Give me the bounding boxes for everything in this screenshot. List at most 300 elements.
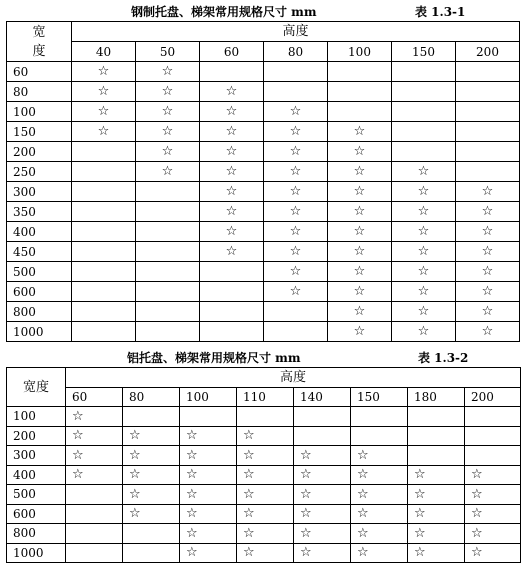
width-value-250: 250 [7,162,72,182]
size-cell [392,142,456,162]
table-row [7,465,521,485]
size-cell [237,465,294,485]
height-header: 高度 [66,368,521,388]
size-cell [328,322,392,342]
width-value-1000: 1000 [7,543,66,563]
size-cell [392,162,456,182]
size-cell [465,446,521,466]
width-value-450: 450 [7,242,72,262]
table-row [7,282,520,302]
star-mark-icon: ☆ [289,184,302,199]
size-cell [392,222,456,242]
size-cell [200,242,264,262]
star-mark-icon: ☆ [417,224,430,239]
size-cell [456,242,520,262]
star-mark-icon: ☆ [72,408,84,424]
size-cell [294,465,351,485]
table-row [7,222,520,242]
table-row [7,182,520,202]
height-value-100: 100 [328,42,392,62]
size-cell [180,524,237,544]
width-value-100: 100 [7,407,66,427]
size-cell [465,407,521,427]
size-cell [264,262,328,282]
star-mark-icon: ☆ [97,64,110,79]
star-mark-icon: ☆ [414,545,426,561]
star-mark-icon: ☆ [243,525,255,541]
star-mark-icon: ☆ [357,545,369,561]
size-cell [456,122,520,142]
size-cell [66,426,123,446]
size-cell [392,302,456,322]
height-values-row [7,387,521,407]
star-mark-icon: ☆ [417,324,430,339]
size-cell [264,102,328,122]
star-mark-icon: ☆ [414,506,426,522]
size-cell [123,543,180,563]
size-cell [264,122,328,142]
star-mark-icon: ☆ [357,486,369,502]
size-cell [328,302,392,322]
size-cell [66,485,123,505]
size-cell [294,524,351,544]
star-mark-icon: ☆ [225,144,238,159]
star-mark-icon: ☆ [225,184,238,199]
table-row [7,122,520,142]
size-cell [456,82,520,102]
size-cell [351,465,408,485]
star-mark-icon: ☆ [161,104,174,119]
star-mark-icon: ☆ [357,447,369,463]
size-cell [351,485,408,505]
size-cell [465,426,521,446]
table-row [7,242,520,262]
width-value-200: 200 [7,426,66,446]
star-mark-icon: ☆ [417,164,430,179]
width-value-1000: 1000 [7,322,72,342]
size-cell [264,202,328,222]
width-header: 宽度 [7,368,66,407]
size-cell [136,262,200,282]
size-cell [456,262,520,282]
star-mark-icon: ☆ [289,124,302,139]
star-mark-icon: ☆ [225,224,238,239]
star-mark-icon: ☆ [481,304,494,319]
star-mark-icon: ☆ [471,486,483,502]
size-cell [294,426,351,446]
width-value-300: 300 [7,182,72,202]
width-value-500: 500 [7,262,72,282]
size-cell [264,182,328,202]
size-cell [408,446,465,466]
size-cell [72,122,136,142]
star-mark-icon: ☆ [289,144,302,159]
size-cell [136,202,200,222]
star-mark-icon: ☆ [186,525,198,541]
size-cell [264,82,328,102]
size-cell [351,446,408,466]
size-cell [456,102,520,122]
size-cell [123,465,180,485]
width-value-80: 80 [7,82,72,102]
star-mark-icon: ☆ [471,545,483,561]
size-cell [264,242,328,262]
table-row [7,504,521,524]
size-cell [392,202,456,222]
star-mark-icon: ☆ [300,467,312,483]
size-cell [136,142,200,162]
size-cell [465,543,521,563]
size-cell [72,162,136,182]
width-value-150: 150 [7,122,72,142]
star-mark-icon: ☆ [481,224,494,239]
table-row [7,162,520,182]
size-cell [392,62,456,82]
size-cell [200,222,264,242]
size-cell [465,485,521,505]
star-mark-icon: ☆ [186,486,198,502]
size-cell [328,102,392,122]
size-cell [456,222,520,242]
star-mark-icon: ☆ [353,184,366,199]
size-cell [72,302,136,322]
table-row [7,407,521,427]
size-cell [392,242,456,262]
size-cell [328,62,392,82]
star-mark-icon: ☆ [353,244,366,259]
size-cell [200,202,264,222]
size-cell [264,322,328,342]
star-mark-icon: ☆ [357,467,369,483]
size-cell [66,504,123,524]
star-mark-icon: ☆ [243,428,255,444]
size-cell [328,222,392,242]
size-cell [200,302,264,322]
star-mark-icon: ☆ [161,144,174,159]
table-row [7,543,521,563]
size-cell [328,282,392,302]
star-mark-icon: ☆ [353,204,366,219]
width-value-600: 600 [7,282,72,302]
star-mark-icon: ☆ [129,506,141,522]
size-cell [392,102,456,122]
size-cell [200,142,264,162]
star-mark-icon: ☆ [481,244,494,259]
star-mark-icon: ☆ [353,224,366,239]
size-cell [456,282,520,302]
star-mark-icon: ☆ [129,467,141,483]
star-mark-icon: ☆ [417,304,430,319]
size-cell [294,407,351,427]
star-mark-icon: ☆ [353,324,366,339]
size-cell [66,524,123,544]
size-cell [72,202,136,222]
star-mark-icon: ☆ [129,447,141,463]
star-mark-icon: ☆ [225,204,238,219]
size-cell [237,524,294,544]
star-mark-icon: ☆ [289,244,302,259]
header-row [7,368,521,388]
size-cell [465,524,521,544]
size-cell [180,543,237,563]
height-value-200: 200 [456,42,520,62]
size-cell [328,122,392,142]
star-mark-icon: ☆ [481,204,494,219]
table-row [7,322,520,342]
size-cell [408,407,465,427]
size-cell [200,282,264,302]
width-value-60: 60 [7,62,72,82]
star-mark-icon: ☆ [225,124,238,139]
height-values-row [7,42,520,62]
star-mark-icon: ☆ [353,144,366,159]
star-mark-icon: ☆ [353,284,366,299]
size-cell [264,162,328,182]
width-value-500: 500 [7,485,66,505]
size-cell [123,485,180,505]
size-cell [72,322,136,342]
star-mark-icon: ☆ [481,324,494,339]
size-cell [66,446,123,466]
star-mark-icon: ☆ [243,486,255,502]
size-cell [408,524,465,544]
star-mark-icon: ☆ [186,467,198,483]
size-cell [136,282,200,302]
size-cell [392,182,456,202]
table-row [7,82,520,102]
size-cell [123,504,180,524]
width-value-400: 400 [7,465,66,485]
height-value-150: 150 [351,387,408,407]
star-mark-icon: ☆ [72,467,84,483]
size-cell [328,162,392,182]
star-mark-icon: ☆ [97,124,110,139]
steel-tray-size-table [6,21,520,342]
height-value-60: 60 [200,42,264,62]
height-value-80: 80 [264,42,328,62]
star-mark-icon: ☆ [243,447,255,463]
size-cell [136,62,200,82]
size-cell [136,242,200,262]
size-cell [465,465,521,485]
width-header [7,22,72,62]
star-mark-icon: ☆ [481,264,494,279]
star-mark-icon: ☆ [300,486,312,502]
width-header-line: 度 [32,43,46,59]
aluminum-tray-size-table [6,367,521,563]
size-cell [72,182,136,202]
size-cell [351,407,408,427]
size-cell [72,102,136,122]
size-cell [237,446,294,466]
size-cell [72,282,136,302]
width-header-line: 宽 [32,24,46,40]
size-cell [456,182,520,202]
table-row [7,485,521,505]
size-cell [328,202,392,222]
size-cell [72,142,136,162]
size-cell [180,465,237,485]
size-cell [136,302,200,322]
size-cell [72,262,136,282]
table1-number: 表 1.3-1 [415,5,466,19]
size-cell [392,122,456,142]
width-value-100: 100 [7,102,72,122]
star-mark-icon: ☆ [225,164,238,179]
size-cell [408,465,465,485]
height-value-60: 60 [66,387,123,407]
size-cell [264,302,328,322]
size-cell [456,322,520,342]
star-mark-icon: ☆ [186,506,198,522]
table-row [7,142,520,162]
size-cell [200,182,264,202]
star-mark-icon: ☆ [97,84,110,99]
size-cell [123,426,180,446]
size-cell [237,407,294,427]
size-cell [392,282,456,302]
size-cell [237,504,294,524]
star-mark-icon: ☆ [353,264,366,279]
star-mark-icon: ☆ [300,447,312,463]
star-mark-icon: ☆ [353,124,366,139]
star-mark-icon: ☆ [417,284,430,299]
star-mark-icon: ☆ [161,64,174,79]
star-mark-icon: ☆ [129,486,141,502]
table-row [7,302,520,322]
height-header: 高度 [72,22,520,42]
size-cell [408,504,465,524]
size-cell [328,142,392,162]
size-cell [180,407,237,427]
size-cell [408,543,465,563]
table-row [7,524,521,544]
size-cell [264,142,328,162]
star-mark-icon: ☆ [289,284,302,299]
size-cell [180,426,237,446]
star-mark-icon: ☆ [353,164,366,179]
size-cell [72,62,136,82]
table2-number: 表 1.3-2 [418,351,469,365]
size-cell [200,102,264,122]
height-value-50: 50 [136,42,200,62]
star-mark-icon: ☆ [161,84,174,99]
height-value-200: 200 [465,387,521,407]
star-mark-icon: ☆ [161,124,174,139]
size-cell [328,182,392,202]
size-cell [136,162,200,182]
size-cell [294,543,351,563]
star-mark-icon: ☆ [289,204,302,219]
size-cell [328,242,392,262]
size-cell [294,485,351,505]
size-cell [456,62,520,82]
star-mark-icon: ☆ [186,545,198,561]
size-cell [294,446,351,466]
size-cell [351,504,408,524]
size-cell [136,102,200,122]
size-cell [72,222,136,242]
size-cell [392,322,456,342]
size-cell [456,202,520,222]
size-cell [294,504,351,524]
star-mark-icon: ☆ [97,104,110,119]
size-cell [456,162,520,182]
size-cell [66,407,123,427]
table-row [7,262,520,282]
size-cell [408,485,465,505]
star-mark-icon: ☆ [289,224,302,239]
star-mark-icon: ☆ [471,467,483,483]
size-cell [66,465,123,485]
star-mark-icon: ☆ [225,104,238,119]
size-cell [136,182,200,202]
table-row [7,62,520,82]
width-value-200: 200 [7,142,72,162]
size-cell [392,262,456,282]
star-mark-icon: ☆ [289,264,302,279]
size-cell [180,485,237,505]
size-cell [264,62,328,82]
star-mark-icon: ☆ [471,525,483,541]
table-row [7,426,521,446]
table1-title: 钢制托盘、梯架常用规格尺寸 mm [131,5,317,19]
table-row [7,202,520,222]
size-cell [264,282,328,302]
star-mark-icon: ☆ [72,428,84,444]
star-mark-icon: ☆ [481,184,494,199]
size-cell [351,524,408,544]
star-mark-icon: ☆ [243,467,255,483]
size-cell [123,446,180,466]
width-value-350: 350 [7,202,72,222]
star-mark-icon: ☆ [357,506,369,522]
header-row [7,22,520,42]
size-cell [136,122,200,142]
size-cell [351,543,408,563]
table-row [7,446,521,466]
size-cell [66,543,123,563]
star-mark-icon: ☆ [357,525,369,541]
star-mark-icon: ☆ [225,244,238,259]
star-mark-icon: ☆ [417,264,430,279]
height-value-150: 150 [392,42,456,62]
size-cell [180,446,237,466]
star-mark-icon: ☆ [243,545,255,561]
width-value-300: 300 [7,446,66,466]
size-cell [72,82,136,102]
height-value-40: 40 [72,42,136,62]
size-cell [351,426,408,446]
star-mark-icon: ☆ [225,84,238,99]
size-cell [123,524,180,544]
star-mark-icon: ☆ [414,467,426,483]
star-mark-icon: ☆ [417,244,430,259]
size-cell [264,222,328,242]
star-mark-icon: ☆ [300,506,312,522]
size-cell [200,322,264,342]
width-value-800: 800 [7,524,66,544]
star-mark-icon: ☆ [186,447,198,463]
star-mark-icon: ☆ [417,204,430,219]
star-mark-icon: ☆ [353,304,366,319]
star-mark-icon: ☆ [417,184,430,199]
size-cell [200,162,264,182]
star-mark-icon: ☆ [471,506,483,522]
size-cell [136,322,200,342]
star-mark-icon: ☆ [481,284,494,299]
size-cell [408,426,465,446]
